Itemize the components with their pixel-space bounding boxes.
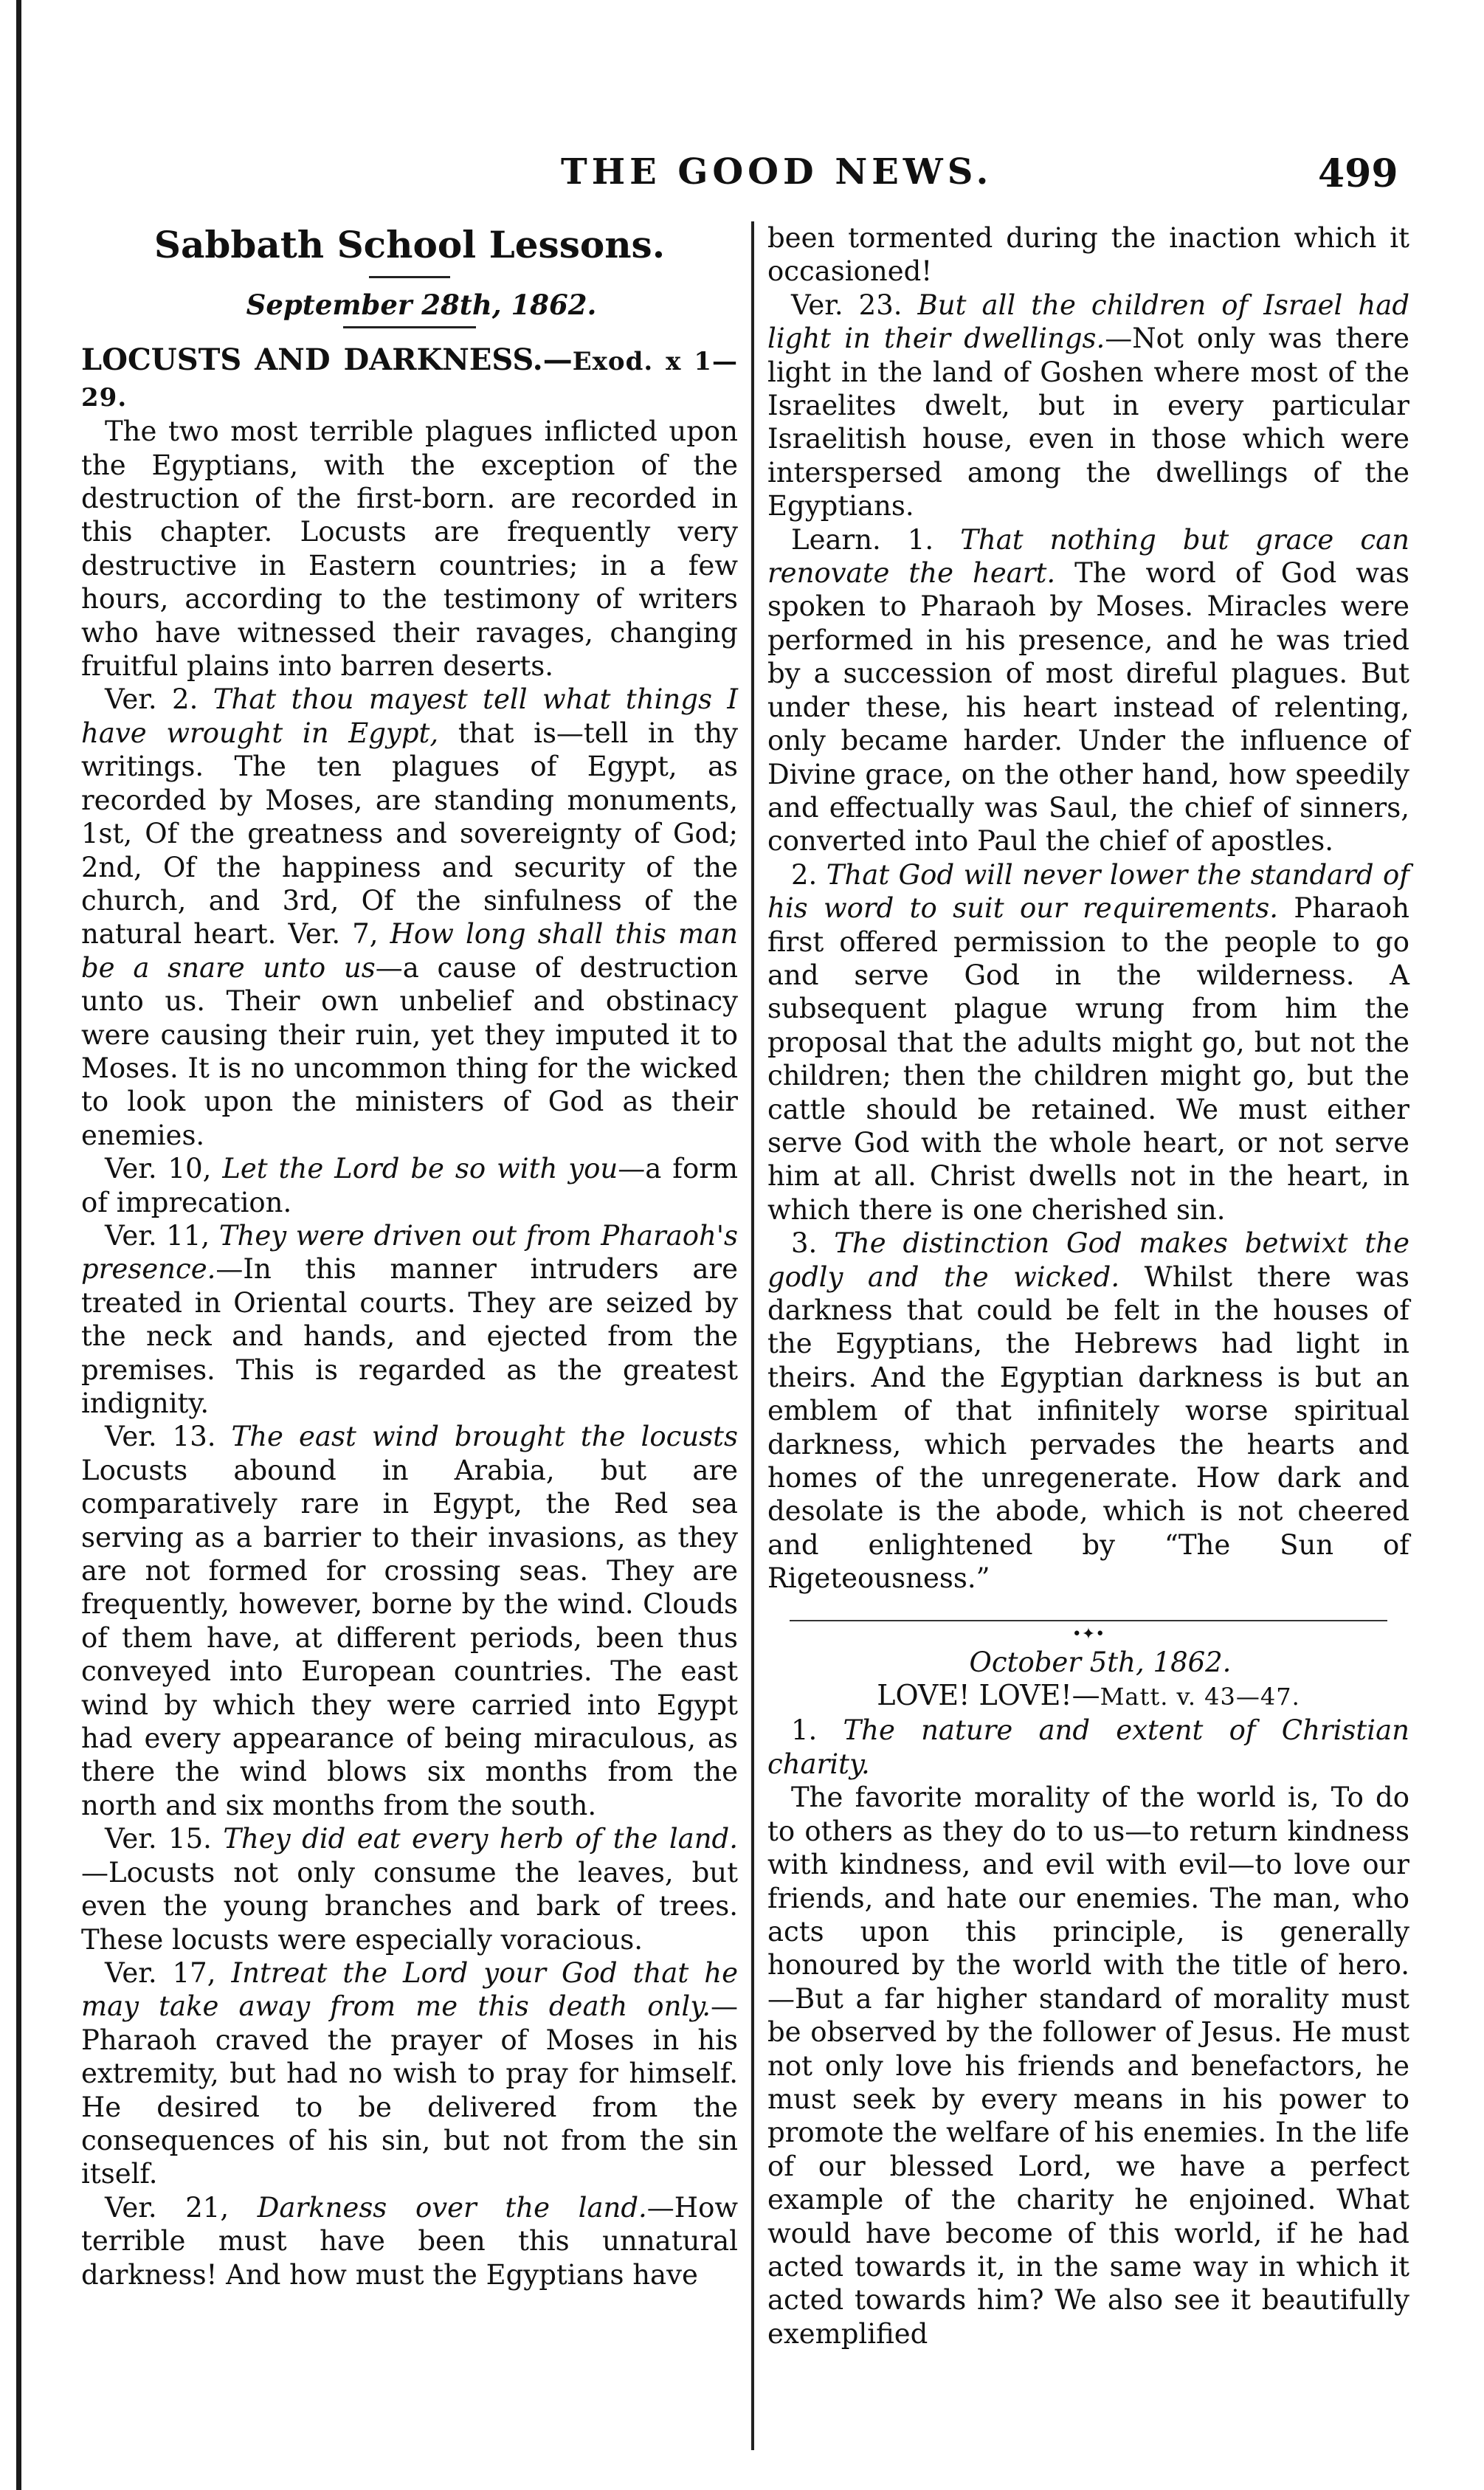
left-column [81, 221, 738, 2291]
verse-lead: Ver. 23. [791, 289, 918, 321]
point-1-paragraph [767, 1714, 1409, 1781]
right-column [767, 221, 1409, 2351]
lesson-heading [767, 1679, 1409, 1714]
verse-21-paragraph [81, 2191, 738, 2291]
lesson-point-lead: 2. [791, 858, 826, 891]
lesson-date: October 5th, 1862. [969, 1646, 1232, 1678]
verse-comment: —In this manner intruders are treated in Oriental courts. They are seized by the neck and hands, and ejected from the premises. This is regarded as the greatest indignity. [81, 1253, 738, 1419]
verse-comment: that is—tell in thy writings. The ten plagues of Egypt, as recorded by Moses, are standing monuments, 1st, Of the greatness and sovereignty of God; 2nd, Of the happiness and security of the church, and 3rd, Of the sinfulness of the natural heart. Ver. 7, [81, 717, 738, 951]
final-paragraph: The favorite morality of the world is, To do to others as they do to us—to return kindness with kindness, and evil with evil—to love our friends, and hate our enemies. The man, who acts upon this principle, is generally honoured by the world with the title of hero.—But a far higher standard of morality must be observed by the follower of Jesus. He must not only love his friends and benefactors, he must seek by every means in his power to promote the welfare of his enemies. In the life of our blessed Lord, we have a perfect example of the charity he enjoined. What would have become of this world, if he had acted towards it, in the same way in which it acted towards him? We also see it beautifully exemplified [767, 1782, 1409, 2350]
ornament-glyph: •✦• [1068, 1625, 1109, 1644]
verse-quote: Intreat the Lord your God that he may take away from me this death only. [81, 1956, 738, 2023]
column-divider [751, 221, 754, 2450]
lesson-date: September 28th, 1862. [246, 289, 597, 321]
verse-11-paragraph [81, 1219, 738, 1420]
verse-13-paragraph [81, 1420, 738, 1822]
learn-1-paragraph [767, 523, 1409, 858]
verse-comment: —Locusts not only consume the leaves, but even the young branches and bark of trees. These locusts were especially voracious. [81, 1856, 738, 1956]
section-title: Sabbath School Lessons. [153, 223, 666, 266]
lesson-point-lead: 3. [791, 1227, 835, 1260]
lesson-point-text: The word of God was spoken to Pharaoh by Moses. Miracles were performed in his presence, and he was tried by a succession of most direful plagues. But under these, his heart instead of relenting, only became harder. Under the influence of Divine grace, on the other hand, how speedily and effectually was Saul, the chief of sinners, converted into Paul the chief of apostles. [767, 557, 1410, 858]
ornament-rule [790, 1620, 1387, 1621]
verse-lead: Ver. 17, [105, 1956, 232, 1989]
verse-2-paragraph [81, 683, 738, 1152]
date-rule [343, 326, 476, 328]
verse-lead: Ver. 13. [105, 1421, 232, 1453]
verse-10-paragraph [81, 1152, 738, 1219]
verse-comment: —Not only was there light in the land of Goshen where most of the Israelites dwelt, but in every particular Israelitish house, even in those which were interspersed among the dwellings of the Egyptians. [767, 323, 1409, 523]
page-edge-rule [16, 0, 21, 2490]
title-rule [369, 276, 450, 278]
lesson-point-title: That nothing but grace can renovate the heart. [767, 523, 1409, 590]
verse-comment: Locusts abound in Arabia, but are comparatively rare in Egypt, the Red sea serving as a barrier to their invasions, as they are not formed for crossing seas. They are frequently, however, borne by the wind. Clouds of them have, at different periods, been thus conveyed into European countries. The east wind by which they were carried into Egypt had every appearance of being miraculous, as there the wind blows six months from the north and six months from the south. [81, 1454, 738, 1821]
verse-comment: —Pharaoh craved the prayer of Moses in his extremity, but had no wish to pray for himself. He desired to be delivered from the consequences of his sin, but not from the sin itself. [81, 1990, 738, 2190]
verse-comment: —a cause of destruction unto us. Their own unbelief and obstinacy were causing their ruin, yet they imputed it to Moses. It is no uncommon thing for the wicked to look upon the ministers of God as their enemies. [81, 951, 738, 1151]
lesson-point-text: Pharaoh first offered permission to the people to go and serve God in the wilderness. A subsequent plague wrung from him the proposal that the adults might go, but not the children; then the children might go, but the cattle should be retained. We must either serve God with the whole heart, or not serve him at all. Christ dwells not in the heart, in which there is one cherished sin. [767, 892, 1409, 1226]
verse-lead: Ver. 21, [105, 2191, 258, 2224]
lesson-title: LOCUSTS AND DARKNESS.— [81, 342, 573, 378]
lesson-point-text: Whilst there was darkness that could be felt in the houses of the Egyptians, the Hebrews had light in theirs. And the Egyptian darkness is but an emblem of that infinitely worse spiritual darkness, which pervades the hearts and homes of the unregenerate. How dark and desolate is the abode, which is not cheered and enlightened by “The Sun of Rigeteousness.” [767, 1260, 1410, 1595]
verse-quote: That thou mayest tell what things I have wrought in Egypt, [81, 683, 738, 749]
verse-quote: They were driven out from Pharaoh's presence. [81, 1219, 738, 1286]
learn-3-paragraph [767, 1227, 1409, 1595]
lesson-reference: Exod. x 1—29. [81, 347, 738, 413]
running-title: THE GOOD NEWS. [561, 151, 993, 193]
verse-quote: Let the Lord be so with you [222, 1153, 618, 1185]
lesson-point-title: That God will never lower the standard of his word to suit our requirements. [767, 858, 1409, 925]
section-ornament [767, 1613, 1409, 1644]
lesson-reference: Matt. v. 43—47. [1100, 1683, 1300, 1711]
lesson-point-lead: 1. [791, 1714, 843, 1747]
lesson-heading [81, 343, 738, 415]
verse-lead: Ver. 10, [105, 1153, 223, 1185]
verse-quote: How long shall this man be a snare unto us [81, 918, 739, 984]
page-number: 499 [1318, 151, 1398, 196]
verse-15-paragraph [81, 1822, 738, 1956]
verse-lead: Ver. 2. [105, 683, 213, 716]
verse-quote: Darkness over the land. [257, 2191, 647, 2224]
continuation-paragraph: been tormented during the inaction which it occasioned! [767, 222, 1409, 288]
verse-quote: But all the children of Israel had light in their dwellings. [767, 289, 1409, 355]
learn-2-paragraph [767, 858, 1409, 1227]
lesson-point-lead: Learn. 1. [791, 523, 961, 556]
verse-23-paragraph [767, 289, 1409, 523]
verse-quote: They did eat every herb of the land. [223, 1823, 739, 1855]
intro-paragraph: The two most terrible plagues inflicted upon the Egyptians, with the exception of the destruction of the first-born. are recorded in this chapter. Locusts are frequently very destructive in Eastern countries; in a few hours, according to the testimony of writers who have witnessed their ravages, changing fruitful plains into barren deserts. [81, 415, 738, 683]
verse-comment: —a form of imprecation. [81, 1153, 738, 1218]
verse-lead: Ver. 11, [105, 1219, 219, 1252]
verse-lead: Ver. 15. [105, 1823, 224, 1855]
verse-quote: The east wind brought the locusts [231, 1421, 738, 1453]
lesson-point-title: The nature and extent of Christian charity. [767, 1714, 1409, 1780]
verse-comment: —How terrible must have been this unnatural darkness! And how must the Egyptians have [81, 2191, 739, 2291]
lesson-title: LOVE! LOVE!— [877, 1679, 1100, 1712]
verse-17-paragraph [81, 1956, 738, 2191]
lesson-point-title: The distinction God makes betwixt the godly and the wicked. [767, 1227, 1409, 1293]
